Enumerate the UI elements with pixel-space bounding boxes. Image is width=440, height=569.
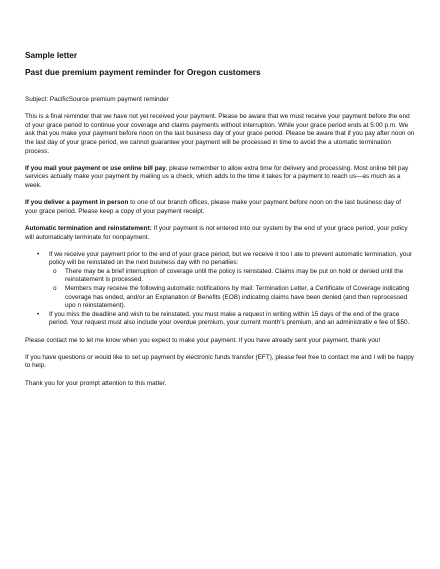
bullet-list [25,251,415,328]
sub-list-item: o There may be a brief interruption of coverage until the policy is reinstated. Claims may be put on hold or denied until the reinstatement is processed. [25,268,415,285]
mail-payment-heading: If you mail your payment or use online bill pay [25,164,166,172]
document-label: Sample letter [25,50,78,60]
mail-payment-paragraph [25,165,415,191]
questions-paragraph: If you have questions or would like to set up payment by electronic funds transfer (EFT), please feel free to contact me and I will be happy to help. [25,353,414,370]
in-person-heading: If you deliver a payment in person [25,199,129,207]
termination-paragraph [25,225,415,242]
intro-paragraph: This is a final reminder that we have not yet received your payment. Please be aware that we must receive your payment before the end of your grace period to continue your coverage and claims payments without interruption. While your grace period ends at 5:00 p.m. We ask that you make your payment before noon on the last business day of your grace period. Please be aware that if you pay after noon on the last day of your grace period, we cannot guarantee your payment will be processed in time to avoid the a utomatic termination process. [25,113,415,155]
list-item: • If we receive your payment prior to the end of your grace period, but we receive it too l ate to prevent automatic termination, your policy will be reinstated on the next business day with no penalties: [25,251,415,268]
termination-heading: Automatic termination and reinstatement: [25,224,152,232]
termination-text: If your payment is not entered into our system by the end of your grace period, your policy will automatically terminate for nonpayment. [25,224,408,241]
subject-line: Subject: PacificSource premium payment reminder [25,96,169,103]
thanks-paragraph: Thank you for your prompt attention to this matter. [25,379,167,387]
contact-paragraph: Please contact me to let me know when you expect to make your payment. If you have already sent your payment, thank you! [25,336,381,344]
in-person-text: to one of our branch offices, please make your payment before noon on the last business day of your grace period. Please keep a copy of your payment receipt. [25,199,402,215]
in-person-paragraph [25,199,415,216]
letter-page [25,50,415,388]
list-item: • If you miss the deadline and wish to be reinstated, you must make a request in writing within 15 days of the end of the grace period. Your request must also include your overdue premium, your current month's premium, and an administrativ e fee of $50. [25,311,415,328]
letter-title: Past due premium payment reminder for Oregon customers [25,67,261,77]
mail-payment-text: , please remember to allow extra time for delivery and processing. Most online bill pay services actually make your payment by mailing us a check, which adds to the time it takes for a payment to reach us—as much as a week. [25,164,409,189]
sub-list-item: o Members may receive the following automatic notifications by mail: Termination Letter, a Certificate of Coverage indicating coverage has ended, and/or an Explanation of Benefits (EOB) indicating claims have been denied (and then reprocessed upo n reinstatement). [25,285,415,311]
